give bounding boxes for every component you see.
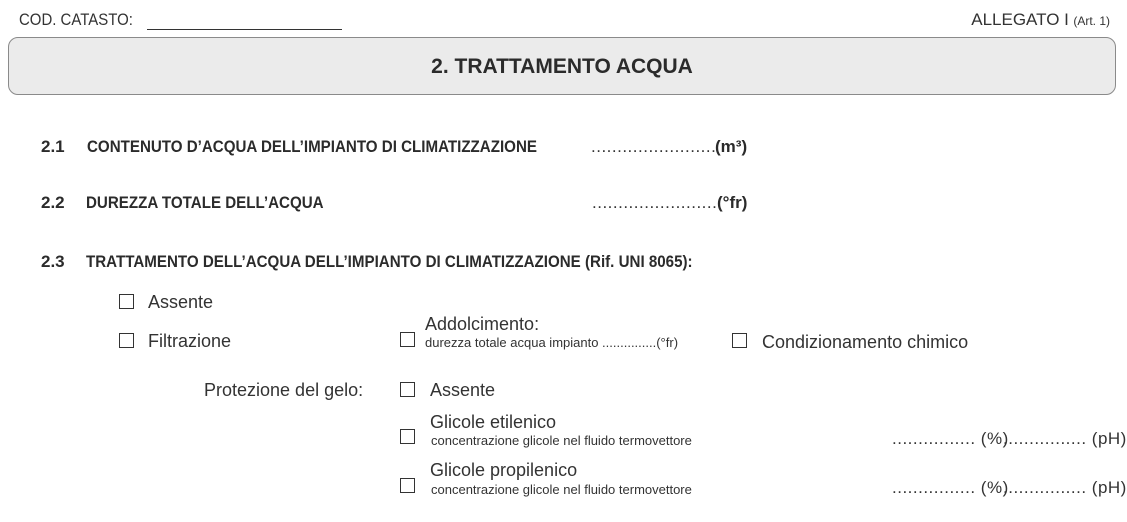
glicole-etilenico-label: Glicole etilenico <box>430 412 557 432</box>
assente-checkbox[interactable] <box>119 294 134 309</box>
item-2-3-label: TRATTAMENTO DELL’ACQUA DELL’IMPIANTO DI CLIMATIZZAZIONE (Rif. UNI 8065): <box>86 252 693 271</box>
glicole-propilenico-sublabel: concentrazione glicole nel fluido termovettore <box>431 482 692 497</box>
glicole-propilenico-label: Glicole propilenico <box>430 460 578 480</box>
cod-catasto-label: COD. CATASTO: <box>19 10 133 29</box>
filtrazione-checkbox[interactable] <box>119 333 134 348</box>
etilenico-ph-field[interactable]: ................ (pH) <box>1003 429 1127 448</box>
propilenico-ph-field[interactable]: ................ (pH) <box>1003 478 1127 497</box>
item-2-1-unit: (m³) <box>715 137 748 156</box>
frost-assente-label: Assente <box>430 380 496 400</box>
etilenico-percent-field[interactable]: ................ (%) <box>892 429 1009 448</box>
frost-assente-checkbox[interactable] <box>400 382 415 397</box>
cod-catasto-field[interactable] <box>147 29 342 30</box>
item-2-2-label: DUREZZA TOTALE DELL’ACQUA <box>86 193 324 212</box>
glicole-etilenico-checkbox[interactable] <box>400 429 415 444</box>
condizionamento-checkbox[interactable] <box>732 333 747 348</box>
allegato-label: ALLEGATO I (Art. 1) <box>971 10 1110 29</box>
propilenico-percent-field[interactable]: ................ (%) <box>892 478 1009 497</box>
item-2-2-number: 2.2 <box>41 193 65 212</box>
item-2-1-value-field[interactable]: ........................ <box>591 137 717 156</box>
item-2-3-number: 2.3 <box>41 252 65 271</box>
section-title: 2. TRATTAMENTO ACQUA <box>431 55 693 78</box>
condizionamento-label: Condizionamento chimico <box>762 332 969 352</box>
frost-protection-label: Protezione del gelo: <box>204 380 364 400</box>
addolcimento-label: Addolcimento: <box>425 314 540 334</box>
addolcimento-hardness-field[interactable]: durezza totale acqua impianto ...............(°fr) <box>425 335 679 350</box>
item-2-1-number: 2.1 <box>41 137 65 156</box>
item-2-2-unit: (°fr) <box>717 193 748 212</box>
item-2-2-value-field[interactable]: ........................ <box>592 193 718 212</box>
glicole-propilenico-checkbox[interactable] <box>400 478 415 493</box>
item-2-1-label: CONTENUTO D’ACQUA DELL’IMPIANTO DI CLIMATIZZAZIONE <box>87 137 537 156</box>
assente-label: Assente <box>148 292 214 312</box>
addolcimento-checkbox[interactable] <box>400 332 415 347</box>
glicole-etilenico-sublabel: concentrazione glicole nel fluido termovettore <box>431 433 692 448</box>
filtrazione-label: Filtrazione <box>148 331 232 351</box>
